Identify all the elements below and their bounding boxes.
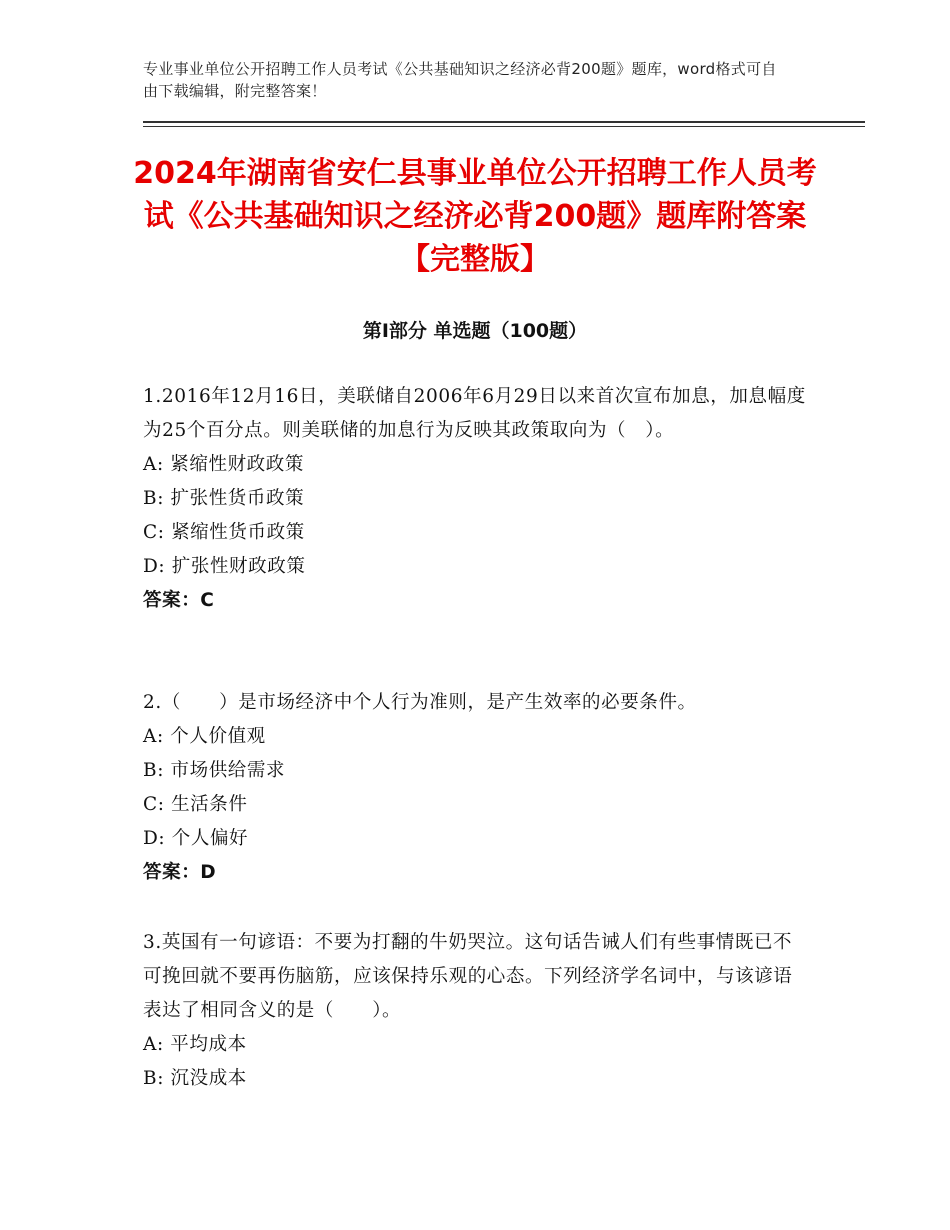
option-b: B: 沉没成本	[143, 1068, 247, 1089]
option-a: A: 个人价值观	[143, 726, 266, 747]
option-c: C: 紧缩性货币政策	[143, 522, 305, 543]
question-1	[143, 380, 808, 618]
header-rule-thick	[143, 121, 865, 123]
section-heading: 第Ⅰ部分 单选题（100题）	[362, 320, 588, 342]
header-text: 专业事业单位公开招聘工作人员考试《公共基础知识之经济必背200题》题库，word格式可自由下载编辑，附完整答案！	[143, 60, 777, 100]
option-d: D: 个人偏好	[143, 828, 249, 849]
option-a: A: 紧缩性财政政策	[143, 454, 304, 475]
option-b: B: 扩张性货币政策	[143, 488, 305, 509]
answer: 答案：C	[143, 590, 215, 611]
document-title: 2024年湖南省安仁县事业单位公开招聘工作人员考试《公共基础知识之经济必背200题》题库附答案【完整版】	[133, 156, 817, 277]
question-stem: 2.（ ）是市场经济中个人行为准则，是产生效率的必要条件。	[143, 692, 697, 713]
option-c: C: 生活条件	[143, 794, 248, 815]
answer: 答案：D	[143, 862, 217, 883]
option-a: A: 平均成本	[143, 1034, 247, 1055]
option-d: D: 扩张性财政政策	[143, 556, 306, 577]
question-2	[143, 686, 808, 890]
header-rule-thin	[143, 126, 865, 127]
question-stem: 1.2016年12月16日，美联储自2006年6月29日以来首次宣布加息，加息幅度为25个百分点。则美联储的加息行为反映其政策取向为（ ）。	[143, 386, 806, 441]
question-3	[143, 926, 808, 1096]
question-stem: 3.英国有一句谚语：不要为打翻的牛奶哭泣。这句话告诫人们有些事情既已不可挽回就不要再伤脑筋，应该保持乐观的心态。下列经济学名词中，与该谚语表达了相同含义的是（ ）。	[143, 932, 793, 1021]
option-b: B: 市场供给需求	[143, 760, 286, 781]
